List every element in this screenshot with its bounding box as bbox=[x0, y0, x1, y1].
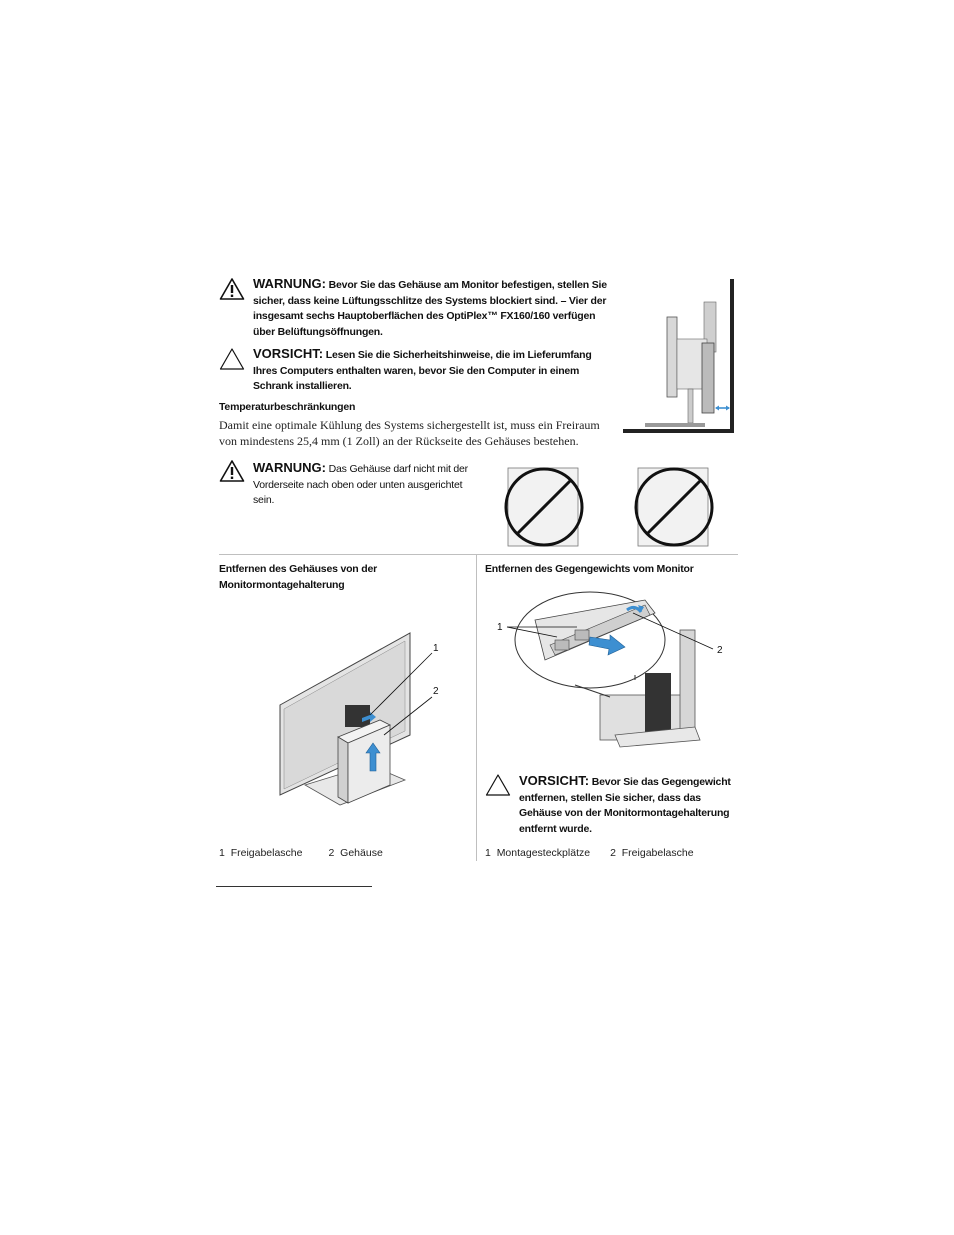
caption-label: Montagesteckplätze bbox=[496, 847, 591, 859]
remove-counterweight-illustration bbox=[495, 585, 725, 760]
column-divider bbox=[476, 555, 477, 861]
temperature-heading: Temperaturbeschränkungen bbox=[219, 401, 356, 413]
caption-number: 1 bbox=[219, 847, 225, 859]
prohibited-orientation-face-up-illustration bbox=[500, 462, 590, 552]
caution-notice-cabinet bbox=[253, 346, 615, 395]
callout-2: 2 bbox=[717, 645, 723, 656]
warning-notice-ventilation bbox=[253, 276, 615, 340]
caption-number: 2 bbox=[328, 847, 335, 859]
callout-2: 2 bbox=[433, 686, 439, 697]
warning-triangle-icon bbox=[219, 459, 245, 483]
caption-number: 2 bbox=[610, 847, 616, 859]
clearance-illustration bbox=[620, 277, 740, 437]
prohibited-orientation-face-down-illustration bbox=[628, 462, 718, 552]
left-figure-caption bbox=[219, 847, 383, 859]
temperature-body: Damit eine optimale Kühlung des Systems sichergestellt ist, muss ein Freiraum von mindestens 25,4 mm (1 Zoll) an der Rückseite des Gehäuses bestehen. bbox=[219, 418, 600, 448]
warning-text: Bevor Sie das Gehäuse am Monitor befestigen, stellen Sie sicher, dass keine Lüftungsschlitze des Systems blockiert sind. – Vier der insgesamt sechs Hauptoberflächen des OptiPlex™ FX160/160 verfügen über Belüftungsöffnungen. bbox=[253, 279, 607, 338]
warning-keyword: WARNUNG: bbox=[253, 276, 326, 291]
caution-keyword: VORSICHT: bbox=[253, 346, 324, 361]
warning-text: Das Gehäuse darf nicht mit der Vorderseite nach oben oder unten ausgerichtet sein. bbox=[253, 463, 468, 506]
caution-keyword: VORSICHT: bbox=[519, 773, 590, 788]
caution-text: Lesen Sie die Sicherheitshinweise, die im Lieferumfang Ihres Computers enthalten waren, bevor Sie den Computer in einem Schrank installieren. bbox=[253, 349, 592, 392]
right-figure-caption bbox=[485, 847, 694, 859]
caption-label: Gehäuse bbox=[340, 847, 383, 859]
caption-number: 1 bbox=[485, 847, 491, 859]
footnote-rule bbox=[216, 886, 372, 887]
warning-notice-orientation bbox=[253, 460, 477, 509]
caution-notice-counterweight bbox=[519, 773, 741, 837]
caution-triangle-icon bbox=[219, 347, 245, 371]
warning-keyword: WARNUNG: bbox=[253, 460, 326, 475]
warning-triangle-icon bbox=[219, 277, 245, 301]
callout-1: 1 bbox=[433, 643, 439, 654]
remove-chassis-illustration bbox=[270, 625, 450, 810]
caption-label: Freigabelasche bbox=[230, 847, 303, 859]
caption-label: Freigabelasche bbox=[621, 847, 694, 859]
caution-triangle-icon bbox=[485, 773, 511, 797]
caution-text: Bevor Sie das Gegengewicht entfernen, stellen Sie sicher, dass das Gehäuse von der Monitormontagehalterung entfernt wurde. bbox=[519, 776, 731, 835]
left-section-heading: Entfernen des Gehäuses von der Monitormontagehalterung bbox=[219, 563, 377, 591]
right-section-heading: Entfernen des Gegengewichts vom Monitor bbox=[485, 563, 694, 575]
callout-1: 1 bbox=[497, 622, 503, 633]
section-divider bbox=[219, 554, 738, 555]
